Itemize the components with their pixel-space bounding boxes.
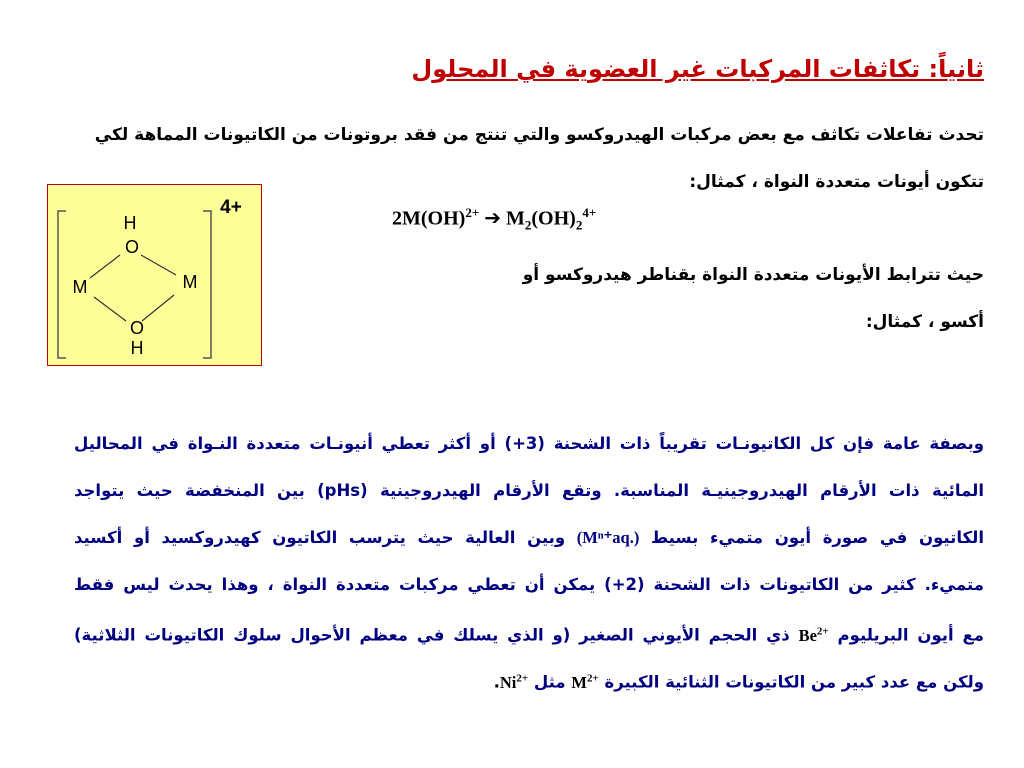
atom-h-top: H bbox=[123, 213, 137, 233]
paragraph-line-4: متميء. كثير من الكاتيونات ذات الشحنة (2+) يمكن أن تعطي مركبات متعددة النواة ، وهذا يحدث ليس فقط bbox=[74, 575, 984, 594]
intro-line-2: تتكون أيونات متعددة النواة ، كمثال: bbox=[689, 172, 984, 192]
bridge-text bbox=[464, 252, 984, 346]
main-paragraph bbox=[74, 420, 984, 702]
intro-line-1: تحدث تفاعلات تكاثف مع بعض مركبات الهيدروكسو والتي تنتج من فقد بروتونات من الكاتيونات المماهة لكي bbox=[94, 125, 984, 145]
atom-h-bottom: H bbox=[130, 338, 144, 358]
eq-product-oh: (OH) bbox=[531, 207, 576, 230]
bond-o1-m2 bbox=[141, 255, 176, 275]
eq-product-oh-sub: 2 bbox=[575, 217, 583, 233]
atom-m-right: M bbox=[182, 272, 198, 292]
diagram-svg bbox=[48, 185, 261, 365]
p5-part-b: ذي الحجم الأيوني الصغير (و الذي يسلك في معظم الأحوال سلوك الكاتيونات الثلاثية) bbox=[74, 625, 790, 645]
condensation-equation bbox=[392, 205, 596, 234]
right-bracket bbox=[203, 211, 211, 358]
p6-formula-1-charge: 2+ bbox=[586, 672, 599, 684]
paragraph-line-3 bbox=[74, 514, 984, 561]
p5-formula-charge: 2+ bbox=[816, 625, 829, 637]
bridge-line-2: أكسو ، كمثال: bbox=[865, 312, 984, 332]
bond-o1-m1 bbox=[90, 255, 120, 278]
paragraph-line-2: المائية ذات الأرقام الهيدروجينيـة المناسبة. وتقع الأرقام الهيدروجينية (pHs) بين المنخفضة حيث يتواجد bbox=[74, 481, 984, 500]
p6-part-a: ولكن مع عدد كبير من الكاتيونات الثنائية الكبيرة bbox=[604, 672, 984, 692]
p6-formula-1 bbox=[571, 673, 598, 692]
p6-formula-2 bbox=[500, 673, 528, 692]
p6-mid: مثل bbox=[533, 672, 566, 692]
eq-reactant: 2M(OH) bbox=[392, 207, 466, 230]
bond-m2-o2 bbox=[142, 295, 174, 321]
p3-formula: (Mⁿ⁺aq.) bbox=[576, 528, 640, 547]
arrow-icon: ➔ bbox=[484, 205, 501, 230]
slide-title: ثانياً: تكاثفات المركبات غير العضوية في المحلول bbox=[411, 55, 984, 83]
p3-part-a: الكاتيون في صورة أيون متميء بسيط bbox=[650, 528, 984, 547]
bond-m1-o2 bbox=[94, 297, 126, 321]
eq-product-m-sub: 2 bbox=[524, 217, 532, 233]
p6-end: . bbox=[493, 672, 500, 692]
atom-m-left: M bbox=[72, 277, 88, 297]
atom-o-top: O bbox=[124, 237, 140, 257]
left-bracket bbox=[58, 211, 66, 358]
paragraph-line-5 bbox=[74, 608, 984, 655]
bridge-line-1: حيث تترابط الأيونات متعددة النواة بقناطر هيدروكسو أو bbox=[522, 265, 984, 285]
p5-formula bbox=[799, 626, 829, 645]
eq-product-m: M bbox=[506, 207, 525, 230]
hydroxo-bridge-diagram bbox=[47, 184, 262, 366]
eq-product-charge: 4+ bbox=[582, 205, 597, 220]
p3-part-b: وبين العالية حيث يترسب الكاتيون كهيدروكسيد أو أكسيد bbox=[74, 528, 566, 547]
paragraph-line-6 bbox=[74, 655, 984, 702]
p5-formula-symbol: Be bbox=[798, 625, 817, 645]
complex-charge: 4+ bbox=[220, 197, 242, 218]
atom-o-bottom: O bbox=[129, 318, 145, 338]
p6-formula-2-symbol: Ni bbox=[499, 672, 517, 692]
p6-formula-1-symbol: M bbox=[571, 672, 587, 692]
p6-formula-2-charge: 2+ bbox=[516, 672, 529, 684]
eq-reactant-charge: 2+ bbox=[465, 205, 480, 220]
p5-part-a: مع أيون البريليوم bbox=[837, 625, 984, 645]
paragraph-line-1: وبصفة عامة فإن كل الكاتيونـات تقريباً ذات الشحنة (3+) أو أكثر تعطي أنيونـات متعددة النـواة في المحاليل bbox=[74, 434, 984, 453]
